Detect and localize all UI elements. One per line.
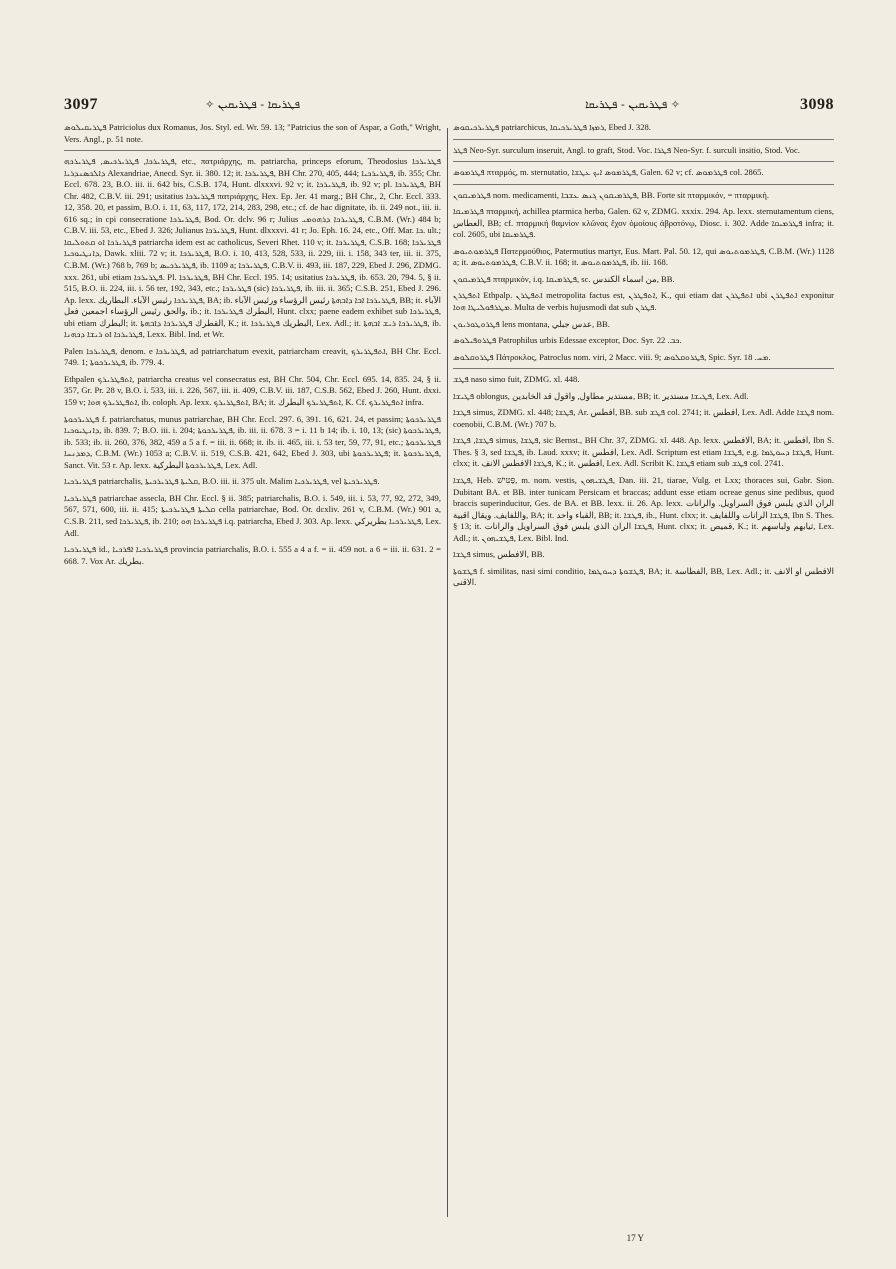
column-divider [447,128,448,1217]
dictionary-entry: ܦܛܪܝܪܟܘܬܐ f. patriarchatus, munus patriarchae, BH Chr. Eccl. 297. 6, 391. 16, 621. 24, et passim; ܦܛܪܝܪܟܘܬܐ ܕܐܢܛܝܘܟܝܐ, ib. 839. 7; B.O. iii. i. 204; ܦܛܪܝܪܟܘܬܐ, ib. iii. ii. 678. 3 = i. 11 b 14; ib. i. 10, 13; (sic) ܦܛܪܝܪܟܘܬܐ, ib. 533; ib. ii. 260, 376, 382, 459 a 5 a f. = iii. ii. 668; it. ib. ii. 465, iii. i. 53 ter, 59, 77, 91, etc.; ܦܛܪܝܪܟܘܬܐ ܕܡܕܢܚܐ, C.B.M. (Wr.) 1053 a; C.B.V. ii. 519, C.S.B. 421, 642, Ebed J. 303, ubi ܦܛܪܝܪܟܘܬܐ; it. ܦܛܪܝܪܟܘܬܐ, Sanct. Vit. 53 r. Ap. lexx. ܦܛܪܝܪܟܘܬܐ البطركية, Lex. Adl. [64,413,441,470]
dictionary-entry: ܦܛܪܡܘܬܝܘܣ Πατερμούθιος, Patermutius martyr, Eus. Mart. Pal. 50. 12, qui ܦܛܪܡܘܬܝܘܣ, C.B.M. (Wr.) 1128 a; it. ܦܛܪܡܘܬܝܘܣ, C.B.V. ii. 168; it. ܦܛܪܡܘܬܝܘܣ, ib. iii. 168. [453,245,834,268]
dictionary-entry: ܦܛܪܡܝܩܘܢ nom. medicamenti, ܦܛܪܡܝܩܘܢ ܓܢܣ ܥܫܒܐ, BB. Forte sit πταρμικόν, = πταρμική. [453,189,770,200]
right-running-title: ✧ ܦܛܪܝܩܝܢ - ܦܛܪܝܩܐ [585,98,680,111]
dictionary-entry: ܦܛܪܝܪܟܝܩܘܣ patriarchicus, ܪܡܙܐ ܦܛܪܝܪܟܝܩܐ, Ebed J. 328. [453,122,651,132]
dictionary-entry: ܦܛܫܘܬܐ f. similitas, nasi simi conditio, ܦܛܫܘܬܐ ܕܚܘܛܡܐ, BA; it. الفطاسة, BB, Lex. Adl.; it. الافطس او الانف الاقنى. [453,565,834,588]
dictionary-entry: ܦܛܪܡܘܣ πταρμός, m. sternutatio, ܦܛܪܡܘܣ ܐܝܟ ܥܛܫܐ, Galen. 62 v; cf. ܦܛܪܡܘܣ col. 2865. [453,167,764,178]
dictionary-entry: ܦܛܪܝܩܝܠܘܣ Patriciolus dux Romanus, Jos. Styl. ed. Wr. 59. 13; "Patricius the son of Aspar, a Goth," Wright, Vers. Angl., p. 51 note. [64,122,441,144]
section-rule [64,150,441,151]
dictionary-entry: ܦܛܪܝܪܟܐ, ܦܛܪܝܪܟܝܣ, ܦܛܪܝܪܟܗ, etc., πατριάρχης, m. patriarcha, princeps eforum, Theodosius ܦܛܪܝܪܟܐ ܕܐܠܟܣܢܕܪܝܐ Alexandriae, Anecd. Syr. ii. 380. 12; it. ܦܛܪܝܪܟܐ, BH Chr. 270, 405, 444; ܦܛܪܝܪܟܝܐ, ib. 355; Chr. Eccl. 678. 23, B.O. iii. ii. 642 bis, C.S.B. 174, Hunt. dlxxxvi. 92 v; it. ܦܛܪܝܪܟܐ, ib. 92 v; pl. ܦܛܪܝܪܟܐ, BH Chr. 482, C.B.V. iii. 291; usitatius ܦܛܪܝܪܟܐ πατριάρχης, Hex. Ep. Jer. 41 marg.; BH Chr., 2, Chr. Eccl. 333. 12, 358. 20, et passim, B.O. i. 11, 63, 117, 172, 214, 283, 298, etc.; cf. de hac dignitate, ib. ii. 249 not., iii. ii. 616 sq.; in cpi consecratione ܦܛܪܝܪܟܐ, Bod. Or. dclv. 96 r; Julius ܦܛܪܝܪܟܐ ܕܪܗܘܡܝ, C.B.M. (Wr.) 484 b; C.B.V. iii. 53, etc., Ebed J. 326; Julianus ܦܛܪܝܪܟܐ, Hunt. dlxxxvi. 41 r; Jo. Eph. 16. 24, etc., Off. Mar. ܟܐ. ult.; ܦܛܪܝܪܟܐ ܐܘ ܩܬܘܠܝܩܐ patriarcha idem est ac catholicus, Severi Rhet. 110 v; it. ܦܛܪܝܪܟܐ, C.S.B. 168; ܦܛܪܝܪܟܐ ܕܐܢܛܝܘܟܝܐ, Dawk. xliii. 72 v; it. ܦܛܪܝܪܟܐ, B.O. i. 10, 413, 528, 533, ii. 229, iii. i. 158, 343 ter, iii. ii. 375, C.B.M. (Wr.) 768 b, 769 b; ܦܛܪܝܪܟܝܣ, ib. 1109 a; ܦܛܪܝܪܟܐ, C.B.V. ii. 493, iii. 187, 229, Ebed J. 296, ZDMG. xxx. 261, ubi etiam ܦܛܪܝܪܟܐ. Pl. ܦܛܪܝܪܟܐ, BH Chr. Eccl. 195. 14; usitatius ܦܛܪܝܪܟܐ, ib. 653. 20, 794. 5, § ii. 515, B.O. ii. 224, iii. i. 56 ter, 192, 343, etc.; ܦܛܪܝܪܟܐ (sic) ܦܛܪܝܪܟܐ, ib. iii. ii. 365; C.S.B. 251, Ebed J. 296. Ap. lexx. ܦܛܪܝܪܟܐ رئيس الآباء. البطاريك, BA; ib. ܦܛܪܝܪܟܐ ܐܒܐ ܕܐܒܗܬܐ رئيس الرؤساء ورئيس الآباء, BB; it. الآباء والحق رئيس الرؤساء اجمعين فعل, ib.; it. البطرك ܦܛܪܝܪܟܐ, Hunt. clxx; paene eadem exhibet sub ܦܛܪܝܪܟܐ, ubi etiam البطرك; it. القطرك ܦܛܪܝܪܟܐ ܕܐܒܗܬܐ, K.; it. البطريك ܦܛܪܝܪܟܐ, Lex. Adl.; it. ܦܛܪܝܪܟܐ ܪܝܫ ܐܒܗܬܐ, ib. ܦܛܪܝܪܟܐ ܐܘ ܪܝܫܐ ܕܟܗܢܐ, Lexx. Bibl. Ind. et Wr. [64,156,441,340]
dictionary-entry: ܦܛܝܫܐ oblongus, مستدير مطاول, واقول قد الخابدين, BB; it. ܦܛܝܫܐ مستدير, Lex. Adl. [453,390,749,401]
dictionary-entry: Ethpalen ܐܬܦܛܪܝܪܟ, patriarcha creatus vel consecratus est, BH Chr. 504, Chr. Eccl. 695. 14, 835. 24, § ii. 357, Gr. Pr. 28 v, B.O. i. 533, iii. i. 226, 567, iii. ii. 409, C.B.V. iii. 187, C.S.B. 562, Ebed J. 260, Hunt. dxxi. 159 v; ܐܬܦܛܪܝܪܟ ܗܘܐ, ib. coloph. Ap. lexx. ܐܬܦܛܪܝܪܟ, BA; it. ܐܬܦܛܪܝܪܟ البطرك, K. Cf. ܐܬܦܛܪܝܪܟ infra. [64,373,441,408]
right-page-number: 3098 [800,96,834,113]
dictionary-entry: ܦܛܫܐ, ܦܛܫܐ simus, ܦܛܫܐ, sic Bernst., BH Chr. 37, ZDMG. xl. 448. Ap. lexx. الافطس, BA; it. افطس, Ibn S. Thes. § 3, sed ܦܛܫܐ, ib. Laud. xxxv; it. افطس, Lex. Adl. Scriptum est etiam ܦܛܫܐ, e.g. ܦܛܫܐ ܕܚܘܛܡܐ, Hunt. clxx; it. ܦܛܫܐ الافطس الانف, K.; it. افطس, Lex. Adl. Scribit K. ܦܛܫܐ etiam sub ܦܛܫ col. 2741. [453,435,834,469]
left-running-title: ܦܛܪܝܩܐ - ܦܛܪܝܩܝܢ ✧ [205,98,300,111]
dictionary-entry: ܦܛܪܘܩܠܘܣ Πάτροκλος, Patroclus nom. viri, 2 Macc. viii. 9; ܦܛܪܘܩܠܘܣ, Spic. Syr. ܡܚ. 18. [453,351,771,362]
dictionary-entry: ܦܛܪܝܪܟܝܐ id., ܦܛܪܝܪܟܝܐ ܐܦܪܟܝܐ provincia patriarchalis, B.O. i. 555 a 4 a f. = ii. 459 not. a 6 = iii. ii. 631. 2 = 668. 7. Vox Ar. بطريك. [64,544,441,566]
section-rule [453,161,834,162]
section-rule [453,184,834,185]
dictionary-entry: ܐܬܦܛܪܢ Ethpalp. ܐܬܦܛܪܢ metropolita factus est, ܐܬܦܛܪܢ, K., qui etiam dat ܐܬܦܛܪܢ ubi ܐܬܦܛܪܢ exponitur ܡܛܪܦܘܠܝܛܐ ܗܘܐ. Multa de verbis hujusmodi dat sub ܦܛܪܢ. [453,290,834,313]
section-rule [453,368,834,369]
dictionary-entry: ܦܛܪܡܝܩܐ πταρμική, achillea ptarmica herba, Galen. 62 v, ZDMG. xxxix. 294. Ap. lexx. sternutamentum ciens, العطاس, BB; cf. πταρμική θαμνίον κλῶνας ἔχον ὁμοίους ἀβροτόνῳ, Diosc. i. 302. Adde ܦܛܪܡܝܩܐ infra; it. col. 2605, ubi ܦܛܪܡܝܩܐ. [453,206,834,240]
left-column [64,122,441,1241]
dictionary-entry: ܦܛܪܡܝܩܘܢ πταρμικόν, i.q. ܦܛܪܡܝܩܐ, sc. من اسماء الكندس, BB. [453,273,675,284]
dictionary-entry: ܦܛܫ naso simo fuit, ZDMG. xl. 448. [453,374,580,385]
dictionary-entry: ܦܛܪܝܪܟܝܐ patriarchae assecla, BH Chr. Eccl. § ii. 385; patriarchalis, B.O. i. 549, iii. i. 53, 77, 92, 272, 349, 567, 571, 600, iii. ii. 415; ܩܠܝܬܐ ܦܛܪܝܪܟܝܬܐ cella patriarchae, Bod. Or. dcxliv. 261 v, C.B.M. (Wr.) 901 a, C.S.B. 211, sed ܦܛܪܝܪܟܐ, ib. 210; ܦܛܪܝܪܟܐ ܗܘ i.q. patriarcha, Ebed J. 303. Ap. lexx. ܦܛܪܝܪܟܝܐ بطريركي, Lex. Adl. [64,492,441,538]
dictionary-entry: ܦܛܫܐ, Heb. פַּטִּישׁ, m. nom. vestis, ܦܛܫܝܗܘܢ, Dan. iii. 21, tiarae, Vulg. et Lxx; thoraces sui, Gabr. Sion. Dubitant BA. et BB. inter tunicam Persicam et braccas; addunt esse etiam ocreae genus sine pedibus, quod braccis superinducitur, Ges. de BA. et BB. lexx. ii. 26. Ap. lexx. الران الذي يلبس فوق السراويل. والرانات واللفايف. ويقال اقبية, BA; it. القباء واحد, BB; it. ܦܛܫܐ, ib., Hunt. clxx; it. ܦܛܫܐ الرانات واللفايف, Ibn S. Thes. § 13; it. ܦܛܫܐ الران الذي يلبس فوق السراويل والرانات, Hunt. clxx; it. قميص, K.; it. ثيابهم ولباسهم, Lex. Adl.; it. ܦܛܫܝܗܘܢ, Lex. Bibl. Ind. [453,475,834,543]
dictionary-entry: ܦܛܪܘܛܘܪܝܘܢ lens montana, عدس جبلي, BB. [453,318,610,329]
dictionary-entry: Palen ܦܛܪܝܪܟܐ, denom. e ܦܛܪܝܪܟܐ, ad patriarchatum evexit, patriarcham creavit, ܐܬܦܛܪܝܪܟ, BH Chr. Eccl. 749. 1; ܦܛܪܝܪܟܘܬܐ, ib. 779. 4. [64,345,441,368]
left-page-number: 3097 [64,96,98,113]
dictionary-entry: ܦܛܫܐ simus, الافطس, BB. [453,549,545,560]
right-column [453,122,834,1241]
dictionary-entry: ܦܛܫܐ simus, ZDMG. xl. 448; ܦܛܫܐ, Ar. افطس, BB. sub ܦܛܫ col. 2741; it. افطس, Lex. Adl. Adde ܦܛܫܐ nom. coenobii, C.B.M. (Wr.) 707 b. [453,407,834,429]
dictionary-entry: ܦܛܪܘܦܝܠܘܣ Patrophilus urbis Edessae exceptor, Doc. Syr. ܟܒ. 22. [453,335,682,346]
section-rule [453,139,834,140]
dictionary-entry: ܦܛܪ Neo-Syr. surculum inseruit, Angl. to graft, Stod. Voc. ܦܛܪܐ Neo-Syr. f. surculi insitio, Stod. Voc. [453,144,800,155]
dictionary-entry: ܦܛܪܝܪܟܝܐ patriarchalis, ܩܠܝܬܐ ܦܛܪܝܪܟܝܬܐ, B.O. iii. ii. 375 ult. Malim ܦܛܪܝܪܟܝܐ, vel ܦܛܪܝܪܟܝܬܐ. [64,476,380,487]
signature-mark: 17 Y [626,1233,644,1243]
